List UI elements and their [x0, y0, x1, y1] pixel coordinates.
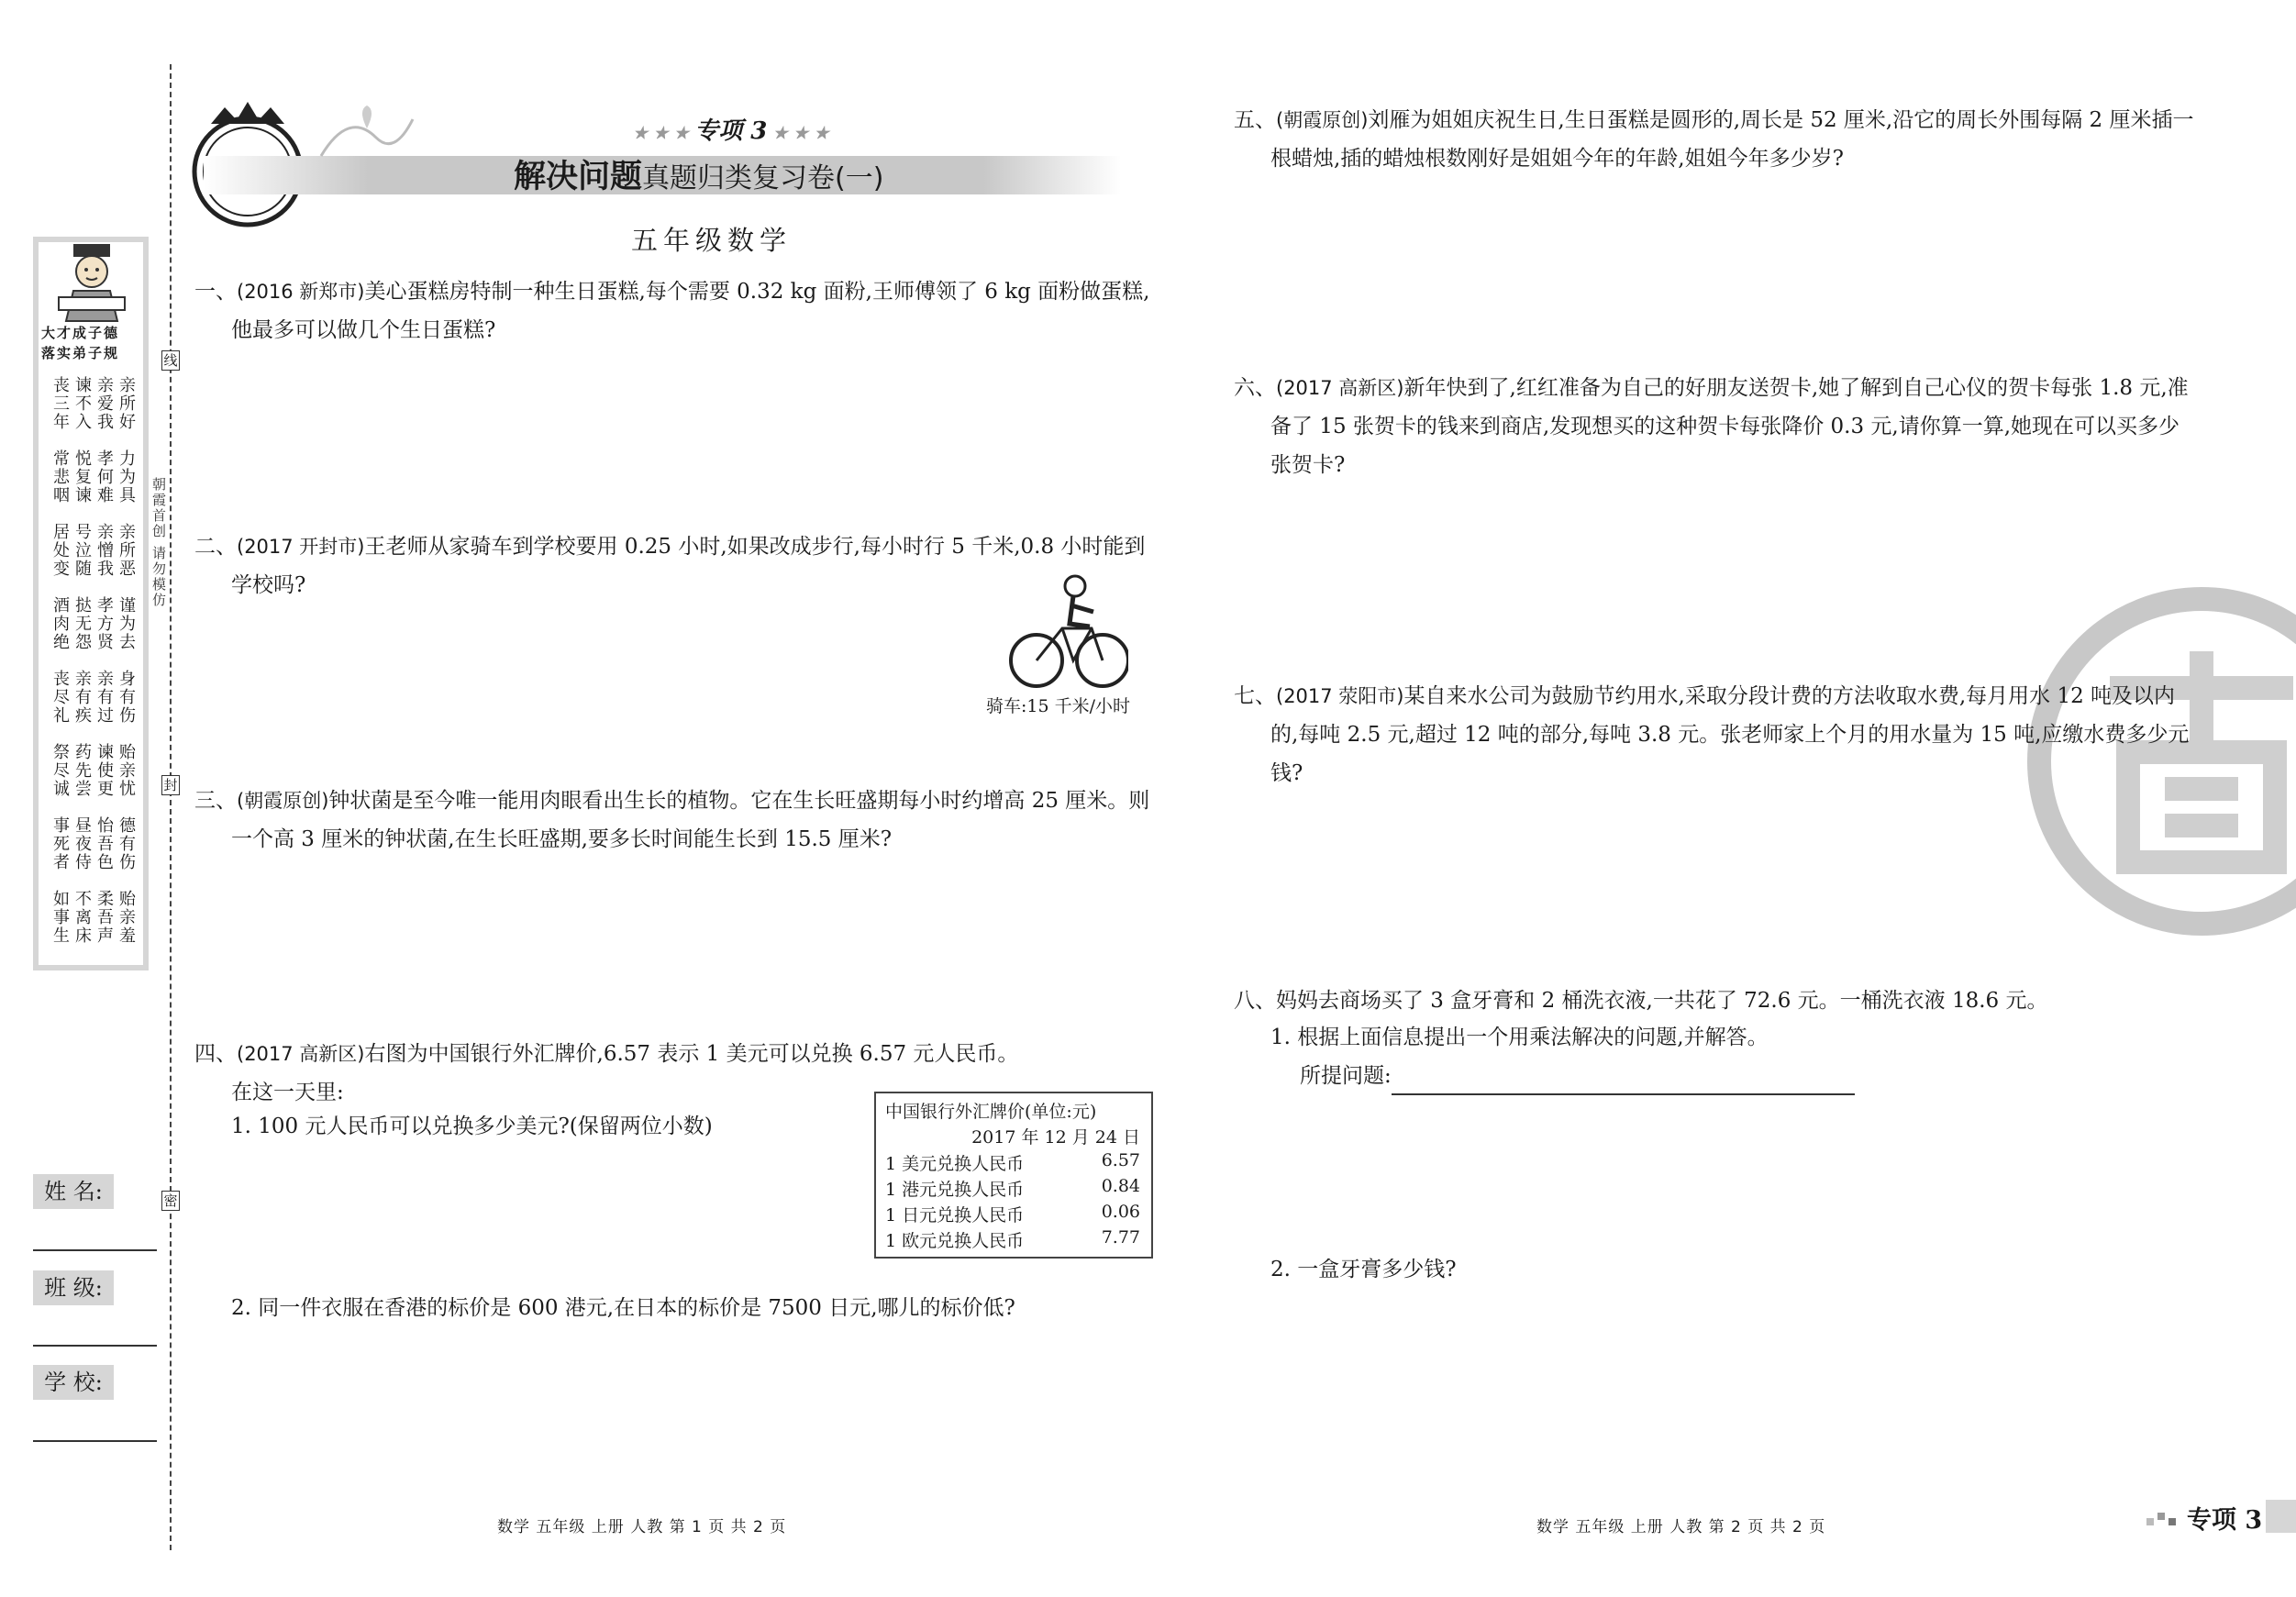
cyclist-caption: 骑车:15 千米/小时 — [986, 696, 1131, 716]
question-8-part-1: 1. 根据上面信息提出一个用乘法解决的问题,并解答。 — [1270, 1026, 1769, 1049]
class-field[interactable] — [33, 1345, 157, 1347]
cut-line — [170, 64, 172, 1550]
verse-col-5: 力为具 — [116, 449, 136, 505]
verse-col-7: 悦复谏 — [72, 449, 92, 505]
question-3: 三、(朝霞原创)钟状菌是至今唯一能用肉眼看出生长的植物。它在生长旺盛期每小时约增高 25 厘米。则一个高 3 厘米的钟状菌,在生长旺盛期,要多长时间能生长到 15.5 厘米? — [194, 789, 1150, 851]
verse-col-19: 亲有疾 — [72, 670, 92, 725]
footer-tag-deco — [2146, 1505, 2183, 1529]
verse-col-18: 亲有过 — [94, 670, 114, 725]
question-1: 一、(2016 新郑市)美心蛋糕房特制一种生日蛋糕,每个需要 0.32 kg 面粉,王师傅领了 6 kg 面粉做蛋糕,他最多可以做几个生日蛋糕? — [194, 280, 1150, 342]
ribbon-decoration — [312, 101, 422, 165]
verse-col-10: 亲憎我 — [94, 523, 114, 578]
verse-col-11: 号泣随 — [72, 523, 92, 578]
verse-col-22: 谏使更 — [94, 743, 114, 798]
question-5: 五、(朝霞原创)刘雁为姐姐庆祝生日,生日蛋糕是圆形的,周长是 52 厘米,沿它的周长外围每隔 2 厘米插一根蜡烛,插的蜡烛根数刚好是姐姐今年的年龄,姐姐今年多少岁? — [1234, 108, 2194, 171]
footer-left: 数学 五年级 上册 人教 第 1 页 共 2 页 — [497, 1518, 787, 1536]
verse-col-21: 贻亲忧 — [116, 743, 136, 798]
verse-col-28: 事死者 — [50, 816, 70, 871]
verse-col-29: 贻亲羞 — [116, 890, 136, 945]
verse-col-24: 祭尽诚 — [50, 743, 70, 798]
verse-col-12: 居处变 — [50, 523, 70, 578]
verse-col-14: 孝方贤 — [94, 596, 114, 651]
cut-mark-seal-top: 线 — [161, 350, 180, 371]
page-title: 解决问题真题归类复习卷(一) — [514, 159, 884, 195]
question-4-part-2: 2. 同一件衣服在香港的标价是 600 港元,在日本的标价是 7500 日元,哪儿的标价低? — [231, 1296, 1015, 1320]
question-7: 七、(2017 荥阳市)某自来水公司为鼓励节约用水,采取分段计费的方法收取水费,每月用水 12 吨及以内的,每吨 2.5 元,超过 12 吨的部分,每吨 3.8 元。张老师家上个月的用水量为 15 吨,应缴水费多少元钱? — [1234, 684, 2190, 785]
question-8: 八、妈妈去商场买了 3 盒牙膏和 2 桶洗衣液,一共花了 72.6 元。一桶洗衣液 18.6 元。 — [1234, 989, 2048, 1013]
verse-col-3: 谏不入 — [72, 376, 92, 431]
table-row: 1 美元兑换人民币 6.57 — [885, 1150, 1140, 1174]
series-label: ★ ★ ★ 专项 3 ★ ★ ★ — [633, 117, 829, 145]
grade-subject: 五年级数学 — [631, 225, 793, 256]
footer-tag: 专项 3 — [2146, 1500, 2296, 1533]
cut-mark-seal-mid: 封 — [161, 775, 180, 795]
verse-col-13: 谨为去 — [116, 596, 136, 651]
verse-col-8: 常悲咽 — [50, 449, 70, 505]
name-label: 姓 名: — [33, 1174, 114, 1209]
table-date: 2017 年 12 月 24 日 — [971, 1127, 1140, 1148]
class-label: 班 级: — [33, 1270, 114, 1305]
cyclist-illustration — [1009, 573, 1128, 693]
motto-line-2: 落实弟子规 — [41, 345, 120, 361]
cut-mark-seal-bottom: 密 — [161, 1191, 180, 1211]
verse-col-26: 怡吾色 — [94, 816, 114, 871]
question-4: 四、(2017 高新区)右图为中国银行外汇牌价,6.57 表示 1 美元可以兑换 6.57 元人民币。 — [194, 1042, 1019, 1066]
verse-col-32: 如事生 — [50, 890, 70, 945]
verse-col-15: 挞无怨 — [72, 596, 92, 651]
verse-col-25: 德有伤 — [116, 816, 136, 871]
answer-line[interactable] — [1392, 1068, 1855, 1095]
school-label: 学 校: — [33, 1365, 114, 1400]
verse-col-9: 亲所恶 — [116, 523, 136, 578]
verse-col-17: 身有伤 — [116, 670, 136, 725]
question-8-part-2: 2. 一盒牙膏多少钱? — [1270, 1258, 1457, 1281]
table-row: 1 欧元兑换人民币 7.77 — [885, 1227, 1140, 1251]
table-title: 中国银行外汇牌价(单位:元) — [885, 1102, 1097, 1122]
verse-col-2: 亲爱我 — [94, 376, 114, 431]
verse-col-31: 不离床 — [72, 890, 92, 945]
verse-col-27: 昼夜侍 — [72, 816, 92, 871]
table-row: 1 日元兑换人民币 0.06 — [885, 1202, 1140, 1225]
margin-note: 朝霞首创 请勿模仿 — [150, 477, 167, 608]
question-2: 二、(2017 开封市)王老师从家骑车到学校要用 0.25 小时,如果改成步行,每小时行 5 千米,0.8 小时能到学校吗? — [194, 535, 1146, 597]
table-row: 1 港元兑换人民币 0.84 — [885, 1176, 1140, 1200]
scholar-illustration — [46, 240, 138, 323]
exchange-rate-table — [874, 1092, 1153, 1259]
verse-col-6: 孝何难 — [94, 449, 114, 505]
verse-col-16: 酒肉绝 — [50, 596, 70, 651]
verse-col-4: 丧三年 — [50, 376, 70, 431]
footer-right: 数学 五年级 上册 人教 第 2 页 共 2 页 — [1536, 1518, 1826, 1536]
name-field[interactable] — [33, 1249, 157, 1251]
verse-col-1: 亲所好 — [116, 376, 136, 431]
question-4-part-1: 1. 100 元人民币可以兑换多少美元?(保留两位小数) — [231, 1115, 713, 1138]
school-field[interactable] — [33, 1440, 157, 1442]
question-6: 六、(2017 高新区)新年快到了,红红准备为自己的好朋友送贺卡,她了解到自己心仪的贺卡每张 1.8 元,准备了 15 张贺卡的钱来到商店,发现想买的这种贺卡每张降价 0.3 元,请你算一算,她现在可以买多少张贺卡? — [1234, 376, 2189, 477]
question-8-prompt: 所提问题: — [1300, 1057, 1855, 1095]
verse-col-20: 丧尽礼 — [50, 670, 70, 725]
verse-col-30: 柔吾声 — [94, 890, 114, 945]
verse-col-23: 药先尝 — [72, 743, 92, 798]
question-4-intro: 在这一天里: — [231, 1081, 344, 1104]
motto-line-1: 大才成子德 — [41, 325, 120, 341]
